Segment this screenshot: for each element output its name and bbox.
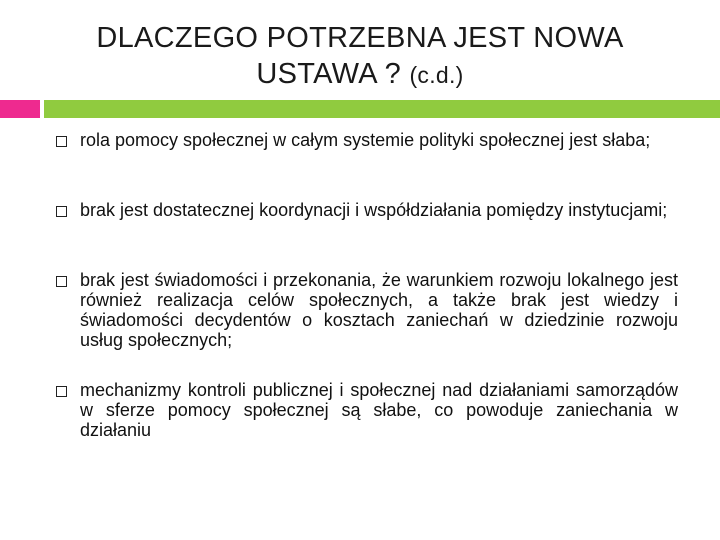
title-continuation: (c.d.) bbox=[409, 62, 464, 88]
list-item-text: mechanizmy kontroli publicznej i społecznej nad działaniami samorządów w sferze pomocy społecznej są słabe, co powoduje zaniechania w działaniu bbox=[80, 380, 678, 440]
list-item-text: rola pomocy społecznej w całym systemie polityki społecznej jest słaba; bbox=[80, 130, 651, 150]
square-bullet-icon bbox=[56, 136, 67, 147]
list-item-text: brak jest dostatecznej koordynacji i współdziałania pomiędzy instytucjami; bbox=[80, 200, 668, 220]
title-line-2-main: USTAWA ? bbox=[256, 58, 402, 90]
square-bullet-icon bbox=[56, 386, 67, 397]
list-item-text: brak jest świadomości i przekonania, że warunkiem rozwoju lokalnego jest również realizacja celów społecznych, a także brak jest wiedzy i świadomości decydentów o kosztach zaniechań w dziedzinie rozwoju usług społecznych; bbox=[80, 270, 678, 350]
title-line-1: DLACZEGO POTRZEBNA JEST NOWA bbox=[96, 22, 624, 54]
square-bullet-icon bbox=[56, 276, 67, 287]
square-bullet-icon bbox=[56, 206, 67, 217]
